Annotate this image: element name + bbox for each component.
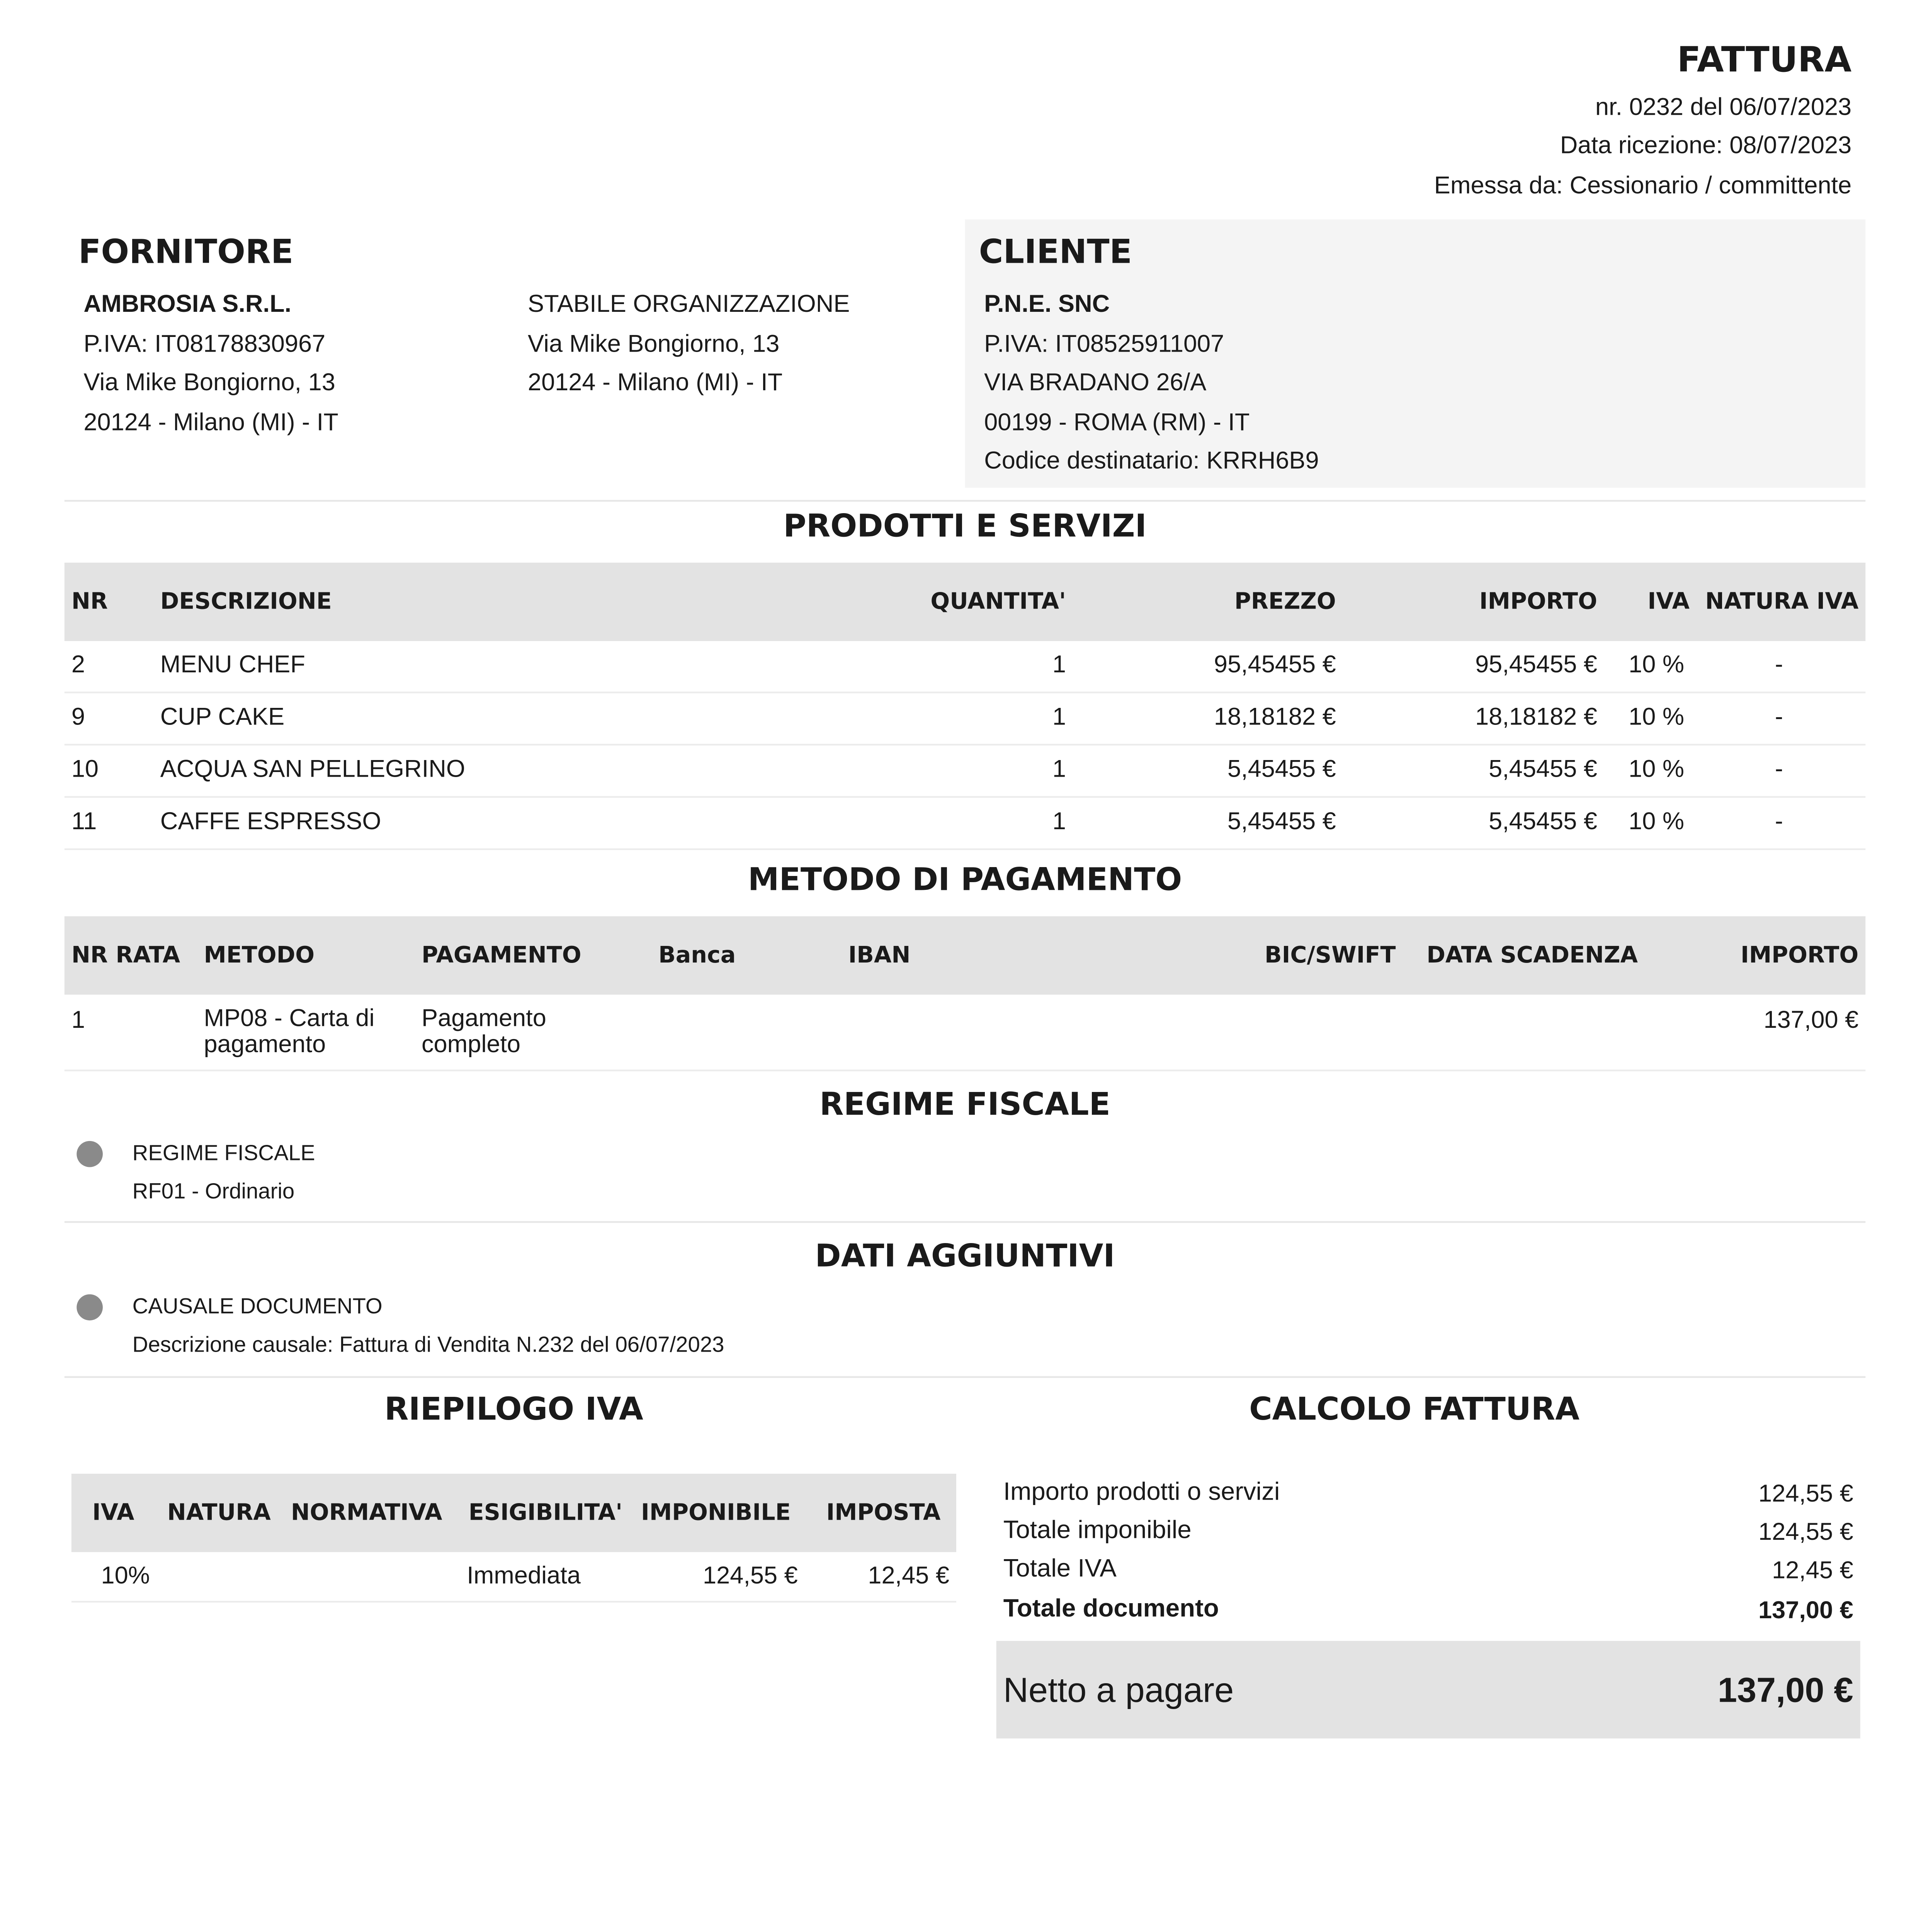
cell-nr: 2: [71, 650, 85, 678]
client-block: [984, 284, 1319, 480]
calc-label: Totale imponibile: [1003, 1517, 1192, 1545]
products-title: PRODOTTI E SERVIZI: [783, 509, 1147, 546]
supplier-title: FORNITORE: [78, 233, 294, 272]
col-nr: NR: [71, 588, 108, 615]
col-pagamento: PAGAMENTO: [421, 942, 581, 969]
table-row: [65, 995, 1865, 1071]
row-divider: [65, 848, 1865, 850]
calc-row: [1003, 1556, 1853, 1594]
cell-iva: 10 %: [1629, 650, 1685, 678]
table-row: [65, 798, 1865, 850]
divider: [65, 1221, 1865, 1223]
products-table-header: [65, 563, 1865, 641]
calc-row: [1003, 1479, 1853, 1517]
cell-iva: 10 %: [1629, 702, 1685, 730]
cell-esigibilita: Immediata: [467, 1561, 581, 1589]
col-metodo: METODO: [204, 942, 315, 969]
client-title: CLIENTE: [979, 233, 1132, 272]
row-divider: [65, 1070, 1865, 1071]
cell-quantita: 1: [1052, 806, 1066, 835]
col-quantita: QUANTITA': [930, 588, 1066, 615]
cell-descrizione: CUP CAKE: [160, 702, 285, 730]
cell-quantita: 1: [1052, 650, 1066, 678]
calc-value: 124,55 €: [1758, 1517, 1853, 1545]
cell-nr: 10: [71, 754, 99, 782]
cell-iva: 10 %: [1629, 754, 1685, 782]
additional-title: DATI AGGIUNTIVI: [815, 1238, 1115, 1275]
causale-label: CAUSALE DOCUMENTO: [132, 1294, 383, 1319]
cell-importo: 5,45455 €: [1489, 754, 1598, 782]
calc-label: Importo prodotti o servizi: [1003, 1479, 1280, 1507]
col-iva: IVA: [1647, 588, 1690, 615]
cell-prezzo: 5,45455 €: [1227, 754, 1336, 782]
cell-pagamento: [422, 1005, 546, 1057]
col-imponibile: IMPONIBILE: [641, 1500, 791, 1526]
client-name: P.N.E. SNC: [984, 289, 1110, 317]
cell-descrizione: ACQUA SAN PELLEGRINO: [160, 754, 465, 782]
cell-quantita: 1: [1052, 754, 1066, 782]
cell-iva: 10 %: [1629, 806, 1685, 835]
cell-metodo: [204, 1005, 374, 1057]
calc-value: 12,45 €: [1772, 1555, 1853, 1583]
supplier-block: [83, 284, 338, 441]
supplier-address: Via Mike Bongiorno, 13: [83, 367, 335, 396]
calc-value: 137,00 €: [1758, 1595, 1853, 1624]
col-importo: IMPORTO: [1479, 588, 1598, 615]
divider: [65, 1376, 1865, 1378]
table-row: [65, 746, 1865, 798]
cell-importo: 95,45455 €: [1475, 650, 1598, 678]
supplier-name: AMBROSIA S.R.L.: [83, 289, 292, 317]
client-recipient-code: Codice destinatario: KRRH6B9: [984, 446, 1319, 474]
issued-by: Emessa da: Cessionario / committente: [1434, 170, 1852, 199]
client-vat: P.IVA: IT08525911007: [984, 328, 1224, 356]
cell-prezzo: 5,45455 €: [1227, 806, 1336, 835]
cell-quantita: 1: [1052, 702, 1066, 730]
table-row: [71, 1552, 956, 1604]
payment-table-header: [65, 916, 1865, 995]
col-natura-iva: NATURA IVA: [1705, 588, 1859, 615]
col-nr-rata: NR RATA: [71, 942, 180, 969]
payment-line: completo: [421, 1029, 521, 1058]
calc-row-total: [1003, 1595, 1853, 1634]
fiscal-value: RF01 - Ordinario: [132, 1179, 295, 1204]
net-to-pay-label: Netto a pagare: [1003, 1672, 1234, 1711]
stable-org-block: [528, 284, 850, 401]
cell-natura-iva: -: [1775, 702, 1783, 730]
cell-importo-pagamento: 137,00 €: [1763, 1005, 1859, 1033]
vat-table-header: [71, 1474, 956, 1552]
cell-natura-iva: -: [1775, 806, 1783, 835]
causale-value: Descrizione causale: Fattura di Vendita N.232 del 06/07/2023: [132, 1332, 724, 1357]
supplier-vat: P.IVA: IT08178830967: [83, 328, 326, 356]
cell-iva: 10%: [101, 1561, 150, 1589]
calc-value: 124,55 €: [1758, 1479, 1853, 1507]
stable-org-city: 20124 - Milano (MI) - IT: [527, 367, 783, 396]
calc-title: CALCOLO FATTURA: [1249, 1392, 1580, 1429]
payment-line: Pagamento: [421, 1003, 546, 1031]
divider: [65, 500, 1865, 502]
document-title: FATTURA: [1677, 38, 1852, 80]
payment-title: METODO DI PAGAMENTO: [748, 862, 1182, 899]
client-city: 00199 - ROMA (RM) - IT: [984, 406, 1250, 435]
vat-summary-title: RIEPILOGO IVA: [384, 1392, 643, 1429]
cell-imponibile: 124,55 €: [703, 1561, 798, 1589]
bullet-icon: [77, 1141, 103, 1167]
col-banca: Banca: [658, 942, 736, 969]
client-address: VIA BRADANO 26/A: [984, 367, 1207, 396]
col-descrizione: DESCRIZIONE: [160, 588, 332, 615]
cell-nr: 11: [71, 806, 97, 835]
cell-natura-iva: -: [1775, 650, 1783, 678]
cell-descrizione: MENU CHEF: [160, 650, 305, 678]
col-iban: IBAN: [848, 942, 911, 969]
cell-natura-iva: -: [1775, 754, 1783, 782]
cell-prezzo: 95,45455 €: [1214, 650, 1336, 678]
col-esigibilita: ESIGIBILITA': [468, 1500, 623, 1526]
calc-row: [1003, 1517, 1853, 1556]
products-table-body: [65, 641, 1865, 850]
invoice-number: nr. 0232 del 06/07/2023: [1595, 92, 1852, 121]
col-imposta: IMPOSTA: [826, 1500, 941, 1526]
received-date: Data ricezione: 08/07/2023: [1560, 131, 1852, 159]
method-line: pagamento: [204, 1029, 326, 1058]
row-divider: [71, 1601, 956, 1603]
cell-importo: 5,45455 €: [1489, 806, 1598, 835]
table-row: [65, 641, 1865, 693]
supplier-city: 20124 - Milano (MI) - IT: [83, 406, 338, 435]
col-iva: IVA: [92, 1500, 134, 1526]
stable-org-address: Via Mike Bongiorno, 13: [527, 328, 780, 356]
cell-imposta: 12,45 €: [868, 1561, 949, 1589]
cell-nr-rata: 1: [71, 1005, 85, 1033]
net-to-pay-box: [996, 1641, 1860, 1738]
cell-nr: 9: [71, 702, 85, 730]
fiscal-label: REGIME FISCALE: [132, 1141, 315, 1165]
bullet-icon: [77, 1294, 103, 1321]
col-data-scadenza: DATA SCADENZA: [1426, 942, 1638, 969]
fiscal-title: REGIME FISCALE: [819, 1087, 1110, 1124]
table-row: [65, 693, 1865, 745]
method-line: MP08 - Carta di: [204, 1003, 375, 1031]
col-bic-swift: BIC/SWIFT: [1264, 942, 1396, 969]
col-natura: NATURA: [167, 1500, 271, 1526]
cell-prezzo: 18,18182 €: [1214, 702, 1336, 730]
cell-descrizione: CAFFE ESPRESSO: [160, 806, 381, 835]
col-normativa: NORMATIVA: [291, 1500, 442, 1526]
stable-org-title: STABILE ORGANIZZAZIONE: [527, 289, 850, 317]
net-to-pay-value: 137,00 €: [1717, 1672, 1853, 1711]
cell-importo: 18,18182 €: [1475, 702, 1598, 730]
col-importo-pagamento: IMPORTO: [1741, 942, 1859, 969]
calc-label: Totale documento: [1003, 1595, 1219, 1624]
calc-label: Totale IVA: [1003, 1555, 1117, 1583]
col-prezzo: PREZZO: [1234, 588, 1336, 615]
